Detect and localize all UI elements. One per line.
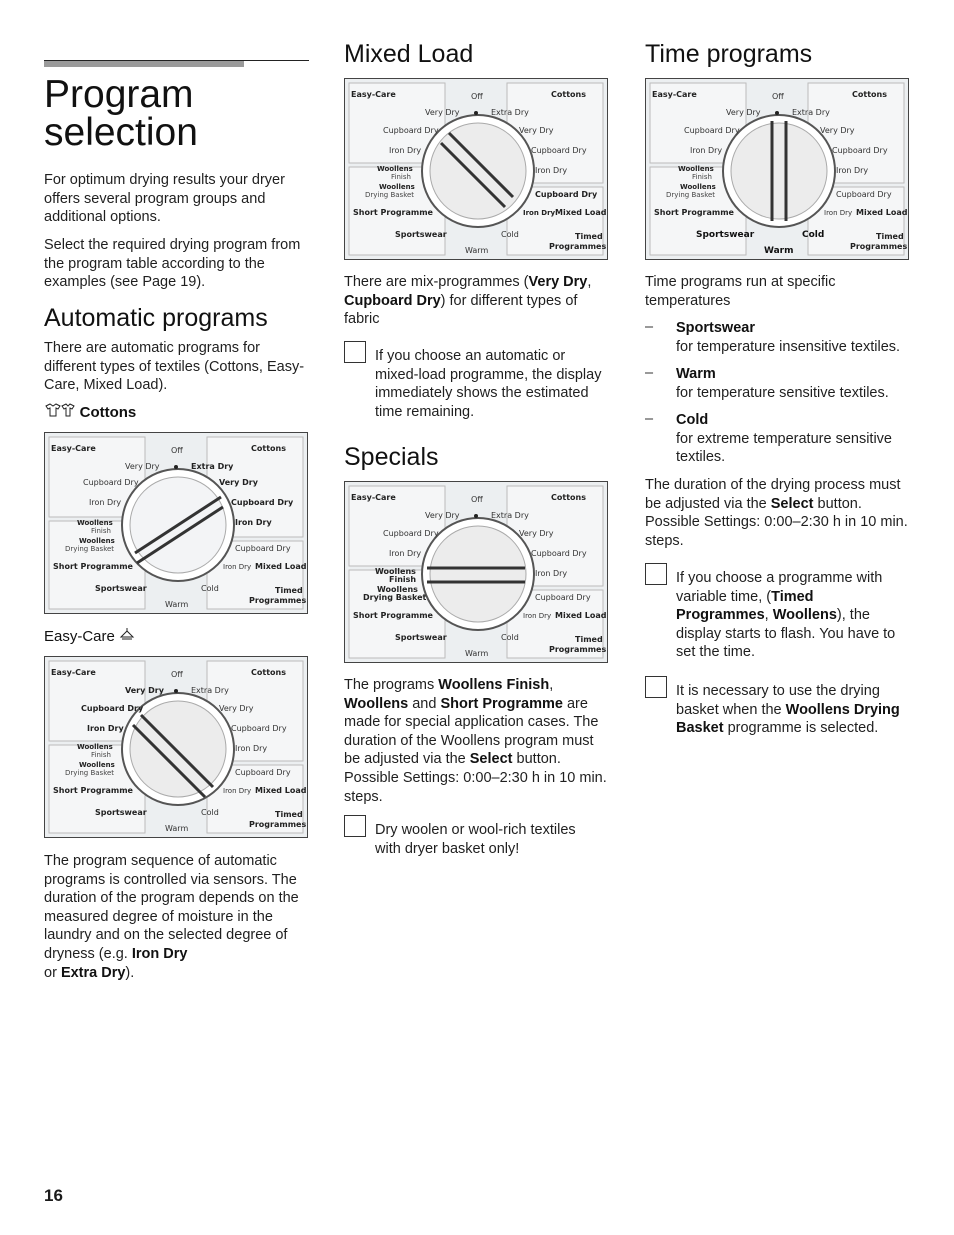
- svg-text:Extra Dry: Extra Dry: [191, 686, 229, 695]
- intro-paragraph-2: Select the required drying program from the program table according to the examples (see Page 19).: [44, 237, 301, 291]
- duration-text: The duration of the drying process must be adjusted via the Select button. Possible Settings: 0:00–2:30 h in 10 min. steps.: [645, 477, 908, 549]
- dial-mixed-load-illustration: [344, 78, 608, 260]
- svg-text:Woollens: Woollens: [377, 165, 413, 173]
- svg-text:Easy-Care: Easy-Care: [351, 90, 396, 99]
- svg-text:Cold: Cold: [802, 230, 825, 240]
- svg-text:Iron Dry: Iron Dry: [535, 166, 568, 175]
- svg-text:Iron Dry: Iron Dry: [535, 569, 568, 578]
- svg-text:Mixed Load: Mixed Load: [555, 208, 607, 217]
- svg-text:Mixed Load: Mixed Load: [255, 562, 307, 571]
- svg-text:Cottons: Cottons: [852, 90, 887, 99]
- svg-text:Off: Off: [772, 92, 784, 101]
- svg-text:Very Dry: Very Dry: [219, 704, 254, 713]
- svg-text:Programmes: Programmes: [249, 596, 307, 605]
- note-icon: [344, 341, 366, 363]
- list-dash: –: [645, 411, 654, 427]
- svg-text:Iron Dry: Iron Dry: [523, 612, 552, 620]
- svg-text:Iron Dry: Iron Dry: [690, 146, 723, 155]
- page-number: 16: [44, 1186, 63, 1205]
- svg-text:Mixed Load: Mixed Load: [856, 208, 908, 217]
- svg-text:Very Dry: Very Dry: [219, 478, 258, 487]
- time-programs-heading: Time programs: [645, 40, 813, 68]
- svg-text:Iron Dry: Iron Dry: [223, 563, 252, 571]
- svg-text:Off: Off: [471, 92, 483, 101]
- svg-text:Finish: Finish: [91, 527, 111, 535]
- svg-text:Drying Basket: Drying Basket: [65, 545, 115, 553]
- hanger-icon: [119, 628, 135, 645]
- dial-easycare-svg: [45, 657, 307, 837]
- svg-text:Warm: Warm: [465, 246, 489, 255]
- svg-text:Very Dry: Very Dry: [820, 126, 855, 135]
- automatic-programs-text: There are automatic programs for different types of textiles (Cottons, Easy-Care, Mixed Load).: [44, 340, 305, 394]
- time-note-2: It is necessary to use the drying basket when the Woollens Drying Basket programme is selected.: [676, 683, 900, 737]
- svg-text:Iron Dry: Iron Dry: [223, 787, 252, 795]
- svg-text:Finish: Finish: [692, 173, 712, 181]
- dial-cottons-svg: [45, 433, 307, 613]
- list-item-cold: Cold for extreme temperature sensitive textiles.: [676, 412, 892, 466]
- svg-text:Cupboard Dry: Cupboard Dry: [684, 126, 740, 135]
- dial-time-programs-illustration: [645, 78, 909, 260]
- time-note-1: If you choose a programme with variable time, (Timed Programmes, Woollens), the display starts to flash. You have to set the time.: [676, 570, 896, 661]
- svg-text:Extra Dry: Extra Dry: [792, 108, 830, 117]
- header-rule-thick: [44, 61, 244, 67]
- svg-text:Timed: Timed: [876, 232, 904, 241]
- svg-text:Easy-Care: Easy-Care: [51, 668, 96, 677]
- svg-text:Cupboard Dry: Cupboard Dry: [383, 126, 439, 135]
- mixed-load-note: If you choose an automatic or mixed-load programme, the display immediately shows the estimated time remaining.: [375, 348, 602, 420]
- svg-text:Off: Off: [471, 495, 483, 504]
- list-item-warm: Warm for temperature sensitive textiles.: [676, 366, 889, 401]
- svg-text:Very Dry: Very Dry: [425, 108, 460, 117]
- svg-text:Timed: Timed: [275, 586, 303, 595]
- automatic-sequence-text: The program sequence of automatic programs is controlled via sensors. The duration of the program depends on the measured degree of moisture in the laundry and on the selected degree of dryness (e.g. Iron Dry or Extra Dry).: [44, 853, 299, 981]
- dial-easycare-illustration: [44, 656, 308, 838]
- svg-text:Programmes: Programmes: [249, 820, 307, 829]
- svg-text:Drying Basket: Drying Basket: [363, 593, 427, 602]
- specials-note: Dry woolen or wool-rich textiles with dryer basket only!: [375, 822, 576, 857]
- dial-time-svg: [646, 79, 908, 259]
- svg-text:Cupboard Dry: Cupboard Dry: [531, 146, 587, 155]
- dial-label-cottons: Cottons: [251, 444, 286, 453]
- svg-text:Cupboard Dry: Cupboard Dry: [535, 593, 591, 602]
- svg-text:Woollens: Woollens: [375, 567, 416, 576]
- svg-text:Finish: Finish: [389, 575, 417, 584]
- svg-text:Iron Dry: Iron Dry: [824, 209, 853, 217]
- list-dash: –: [645, 365, 654, 381]
- svg-text:Iron Dry: Iron Dry: [389, 146, 422, 155]
- dial-cottons-illustration: [44, 432, 308, 614]
- cottons-subheading: Cottons: [44, 403, 136, 422]
- note-icon: [645, 563, 667, 585]
- svg-text:Off: Off: [171, 446, 183, 455]
- svg-text:Short Programme: Short Programme: [353, 208, 433, 217]
- svg-text:Cupboard Dry: Cupboard Dry: [83, 478, 139, 487]
- dial-label-easy-care: Easy-Care: [51, 444, 96, 453]
- svg-text:Sportswear: Sportswear: [395, 633, 447, 642]
- svg-text:Cold: Cold: [501, 633, 519, 642]
- svg-text:Extra Dry: Extra Dry: [191, 462, 234, 471]
- svg-text:Woollens: Woollens: [377, 585, 418, 594]
- svg-text:Drying Basket: Drying Basket: [365, 191, 415, 199]
- svg-text:Off: Off: [171, 670, 183, 679]
- svg-text:Programmes: Programmes: [549, 242, 607, 251]
- svg-text:Cupboard Dry: Cupboard Dry: [531, 549, 587, 558]
- svg-text:Woollens: Woollens: [680, 183, 716, 191]
- svg-text:Very Dry: Very Dry: [425, 511, 460, 520]
- svg-text:Woollens: Woollens: [77, 519, 113, 527]
- easycare-subheading: Easy-Care: [44, 627, 135, 646]
- svg-text:Woollens: Woollens: [79, 537, 115, 545]
- svg-text:Woollens: Woollens: [77, 743, 113, 751]
- svg-text:Cupboard Dry: Cupboard Dry: [81, 704, 144, 713]
- svg-text:Easy-Care: Easy-Care: [652, 90, 697, 99]
- svg-text:Short Programme: Short Programme: [53, 562, 133, 571]
- svg-text:Iron Dry: Iron Dry: [523, 209, 556, 217]
- svg-text:Timed: Timed: [575, 635, 603, 644]
- svg-text:Cupboard Dry: Cupboard Dry: [235, 768, 291, 777]
- svg-text:Programmes: Programmes: [850, 242, 908, 251]
- dial-specials-illustration: [344, 481, 608, 663]
- svg-text:Cottons: Cottons: [551, 90, 586, 99]
- svg-text:Very Dry: Very Dry: [519, 126, 554, 135]
- svg-text:Extra Dry: Extra Dry: [491, 511, 529, 520]
- svg-text:Cupboard Dry: Cupboard Dry: [231, 724, 287, 733]
- time-programs-intro: Time programs run at specific temperatures: [645, 274, 836, 309]
- svg-text:Very Dry: Very Dry: [726, 108, 761, 117]
- svg-text:Iron Dry: Iron Dry: [235, 744, 268, 753]
- svg-text:Very Dry: Very Dry: [125, 462, 160, 471]
- svg-text:Short Programme: Short Programme: [353, 611, 433, 620]
- svg-text:Iron Dry: Iron Dry: [87, 724, 124, 733]
- svg-text:Warm: Warm: [165, 600, 189, 609]
- specials-text: The programs Woollens Finish, Woollens and Short Programme are made for special application cases. The duration of the Woollens program must be adjusted via the Select button. Possible Settings: 0:00–2:30 h in 10 min. steps.: [344, 677, 607, 805]
- svg-text:Warm: Warm: [465, 649, 489, 658]
- list-item-sportswear: Sportswear for temperature insensitive textiles.: [676, 320, 901, 355]
- dial-specials-svg: [345, 482, 607, 662]
- svg-text:Cold: Cold: [201, 584, 219, 593]
- dial-mixed-svg: [345, 79, 607, 259]
- svg-text:Drying Basket: Drying Basket: [666, 191, 716, 199]
- svg-text:Cupboard Dry: Cupboard Dry: [836, 190, 892, 199]
- note-icon: [344, 815, 366, 837]
- svg-text:Sportswear: Sportswear: [95, 808, 147, 817]
- intro-paragraph-1: For optimum drying results your dryer offers several program groups and additional options.: [44, 172, 285, 226]
- svg-text:Very Dry: Very Dry: [125, 686, 164, 695]
- svg-text:Iron Dry: Iron Dry: [836, 166, 869, 175]
- svg-text:Cold: Cold: [501, 230, 519, 239]
- svg-text:Cold: Cold: [201, 808, 219, 817]
- specials-heading: Specials: [344, 443, 439, 471]
- svg-text:Timed: Timed: [275, 810, 303, 819]
- svg-text:Cupboard Dry: Cupboard Dry: [235, 544, 291, 553]
- automatic-programs-heading: Automatic programs: [44, 304, 268, 332]
- cottons-icon: [44, 405, 80, 420]
- svg-text:Woollens: Woollens: [379, 183, 415, 191]
- svg-text:Timed: Timed: [575, 232, 603, 241]
- svg-text:Mixed Load: Mixed Load: [255, 786, 307, 795]
- svg-text:Iron Dry: Iron Dry: [235, 518, 272, 527]
- svg-text:Sportswear: Sportswear: [395, 230, 447, 239]
- svg-text:Cottons: Cottons: [251, 668, 286, 677]
- svg-text:Programmes: Programmes: [549, 645, 607, 654]
- svg-text:Finish: Finish: [391, 173, 411, 181]
- svg-text:Cupboard Dry: Cupboard Dry: [231, 498, 294, 507]
- svg-text:Woollens: Woollens: [678, 165, 714, 173]
- mixed-load-text: There are mix-programmes (Very Dry, Cupboard Dry) for different types of fabric: [344, 274, 592, 328]
- svg-text:Iron Dry: Iron Dry: [389, 549, 422, 558]
- svg-text:Mixed Load: Mixed Load: [555, 611, 607, 620]
- svg-text:Easy-Care: Easy-Care: [351, 493, 396, 502]
- svg-text:Cupboard Dry: Cupboard Dry: [383, 529, 439, 538]
- svg-text:Warm: Warm: [764, 246, 794, 256]
- svg-text:Iron Dry: Iron Dry: [89, 498, 122, 507]
- svg-text:Sportswear: Sportswear: [95, 584, 147, 593]
- mixed-load-heading: Mixed Load: [344, 40, 474, 68]
- svg-text:Short Programme: Short Programme: [654, 208, 734, 217]
- svg-text:Cottons: Cottons: [551, 493, 586, 502]
- svg-text:Woollens: Woollens: [79, 761, 115, 769]
- svg-text:Drying Basket: Drying Basket: [65, 769, 115, 777]
- svg-text:Extra Dry: Extra Dry: [491, 108, 529, 117]
- page-title: Program selection: [44, 73, 198, 154]
- svg-text:Very Dry: Very Dry: [519, 529, 554, 538]
- svg-text:Sportswear: Sportswear: [696, 230, 755, 240]
- note-icon: [645, 676, 667, 698]
- svg-text:Cupboard Dry: Cupboard Dry: [832, 146, 888, 155]
- svg-text:Warm: Warm: [165, 824, 189, 833]
- svg-text:Cupboard Dry: Cupboard Dry: [535, 190, 598, 199]
- svg-text:Short Programme: Short Programme: [53, 786, 133, 795]
- svg-text:Finish: Finish: [91, 751, 111, 759]
- list-dash: –: [645, 319, 654, 335]
